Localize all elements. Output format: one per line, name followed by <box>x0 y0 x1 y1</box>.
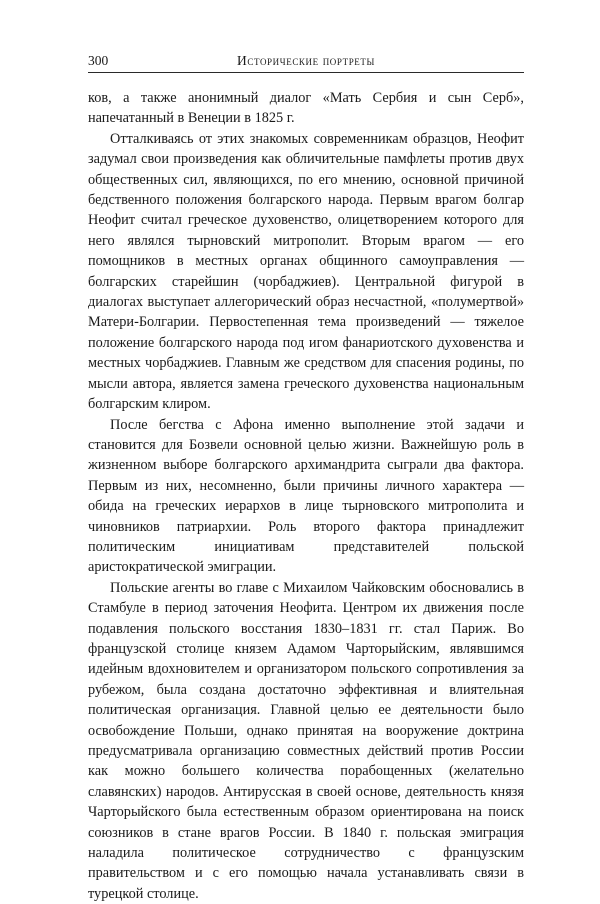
running-title: Исторические портреты <box>237 53 375 68</box>
paragraph-1: ков, а также анонимный диалог «Мать Сербия и сын Серб», напечатанный в Венеции в 1825 г. <box>88 90 524 127</box>
paragraph-2: Отталкиваясь от этих знакомых современникам образцов, Неофит задумал свои произведения как обличительные памфлеты против двух общественных сил, являющихся, по его мнению, основной причиной бедственного положения болгарского народа. Первым врагом болгар Неофит считал греческое духовенство, олицетворением которого для него являлся тырновский митрополит. Вторым врагом — его помощников в местных органах общинного самоуправления — болгарских старейшин (чорбаджиев). Центральной фигурой в диалогах выступает аллегорический образ несчастной, «полумертвой» Матери-Болгарии. Первостепенная тема произведений — тяжелое положение болгарского народа под игом фанариотского духовенства и местных чорбаджиев. Главным же средством для спасения родины, по мысли автора, является замена греческого духовенства национальным болгарским клиром. <box>88 130 524 413</box>
paragraph-4: Польские агенты во главе с Михаилом Чайковским обосновались в Стамбуле в период заточения Неофита. Центром их движения после подавления польского восстания 1830–1831 гг. стал Париж. Во французской столице князем Адамом Чарторыйским, являвшимся идейным вдохновителем и организатором польского сопротивления за рубежом, была создана достаточно эффективная и влиятельная политическая организация. Главной целью ее деятельности было освобождение Польши, однако принятая на вооружение доктрина предусматривала организацию совместных действий против России как можно большего количества порабощенных (желательно славянских) народов. Антирусская в своей основе, деятельность князя Чарторыйского была естественным образом ориентирована на поиск союзников в стане врагов России. В 1840 г. польская эмиграция наладила политическое сотрудничество с французским правительством и с его помощью начала устанавливать связи в турецкой столице. <box>88 579 524 902</box>
header-rule <box>88 72 524 73</box>
running-head <box>88 52 524 74</box>
page-number: 300 <box>88 53 109 68</box>
body-text <box>88 88 524 904</box>
paragraph-3: После бегства с Афона именно выполнение этой задачи и становится для Бозвели основной целью жизни. Важнейшую роль в жизненном выборе болгарского архимандрита сыграли два фактора. Первым из них, несомненно, были причины личного характера — обида на греческих иерархов в лице тырновского митрополита и чиновников патриархии. Роль второго фактора принадлежит политическим инициативам представителей польской аристократической эмиграции. <box>88 416 524 576</box>
